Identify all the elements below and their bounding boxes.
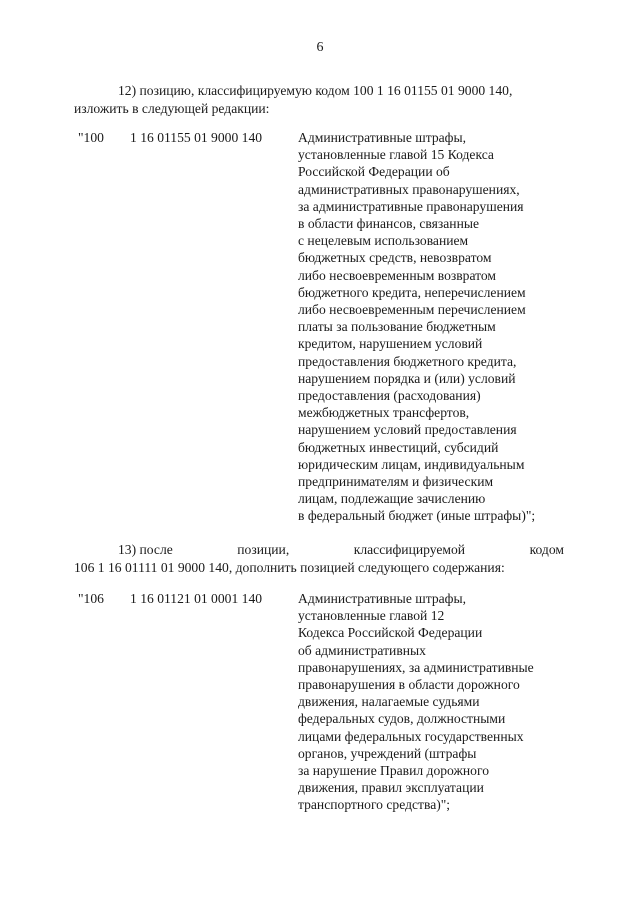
description-line: Административные штрафы,: [298, 130, 466, 145]
description-line: либо несвоевременным возвратом: [298, 267, 497, 283]
description-line: правонарушения в области дорожного: [298, 677, 520, 693]
description-line: либо несвоевременным перечислением: [298, 302, 526, 318]
item-13-prefix: "106: [78, 591, 104, 606]
description-line: юридическим лицам, индивидуальным: [298, 456, 525, 472]
description-line: бюджетного кредита, неперечислением: [298, 284, 526, 300]
description-line: установленные главой 15 Кодекса: [298, 147, 494, 163]
item-12-code: 1 16 01155 01 9000 140: [130, 130, 263, 145]
description-line: в области финансов, связанные: [298, 216, 480, 232]
intro-word: позиции,: [237, 542, 290, 557]
description-line: установленные главой 12: [298, 608, 445, 624]
description-line: лицами федеральных государственных: [298, 728, 524, 744]
item-13-intro-line-1: [74, 541, 564, 559]
description-line: предоставления (расходования): [298, 388, 481, 404]
description-line: органов, учреждений (штрафы: [298, 745, 477, 761]
item-12-intro-line-1: 12) позицию, классифицируемую кодом 100 1 16 01155 01 9000 140,: [118, 83, 513, 98]
description-line: транспортного средства)";: [298, 797, 451, 813]
description-line: межбюджетных трансфертов,: [298, 405, 470, 421]
intro-word: 13) после: [118, 542, 173, 557]
description-line: движения, налагаемые судьями: [298, 694, 480, 710]
description-line: нарушением условий предоставления: [298, 422, 517, 438]
description-line: федеральных судов, должностными: [298, 711, 506, 727]
description-line: об административных: [298, 642, 426, 658]
description-line: за нарушение Правил дорожного: [298, 763, 489, 779]
description-line: за административные правонарушения: [298, 198, 524, 214]
item-12-prefix: "100: [78, 130, 104, 145]
description-line: в федеральный бюджет (иные штрафы)";: [298, 508, 536, 524]
description-line: Административные штрафы,: [298, 591, 466, 606]
item-12-intro-line-2: изложить в следующей редакции:: [74, 101, 270, 116]
description-line: с нецелевым использованием: [298, 233, 469, 249]
page-number: 6: [316, 40, 324, 55]
item-13-code: 1 16 01121 01 0001 140: [130, 591, 263, 606]
description-line: Кодекса Российской Федерации: [298, 625, 483, 641]
description-line: движения, правил эксплуатации: [298, 780, 484, 796]
intro-word: классифицируемой: [353, 542, 466, 557]
description-line: предоставления бюджетного кредита,: [298, 353, 517, 369]
description-line: предпринимателям и физическим: [298, 474, 494, 490]
item-13-intro-line-2: 106 1 16 01111 01 9000 140, дополнить позицией следующего содержания:: [74, 560, 505, 575]
description-line: нарушением порядка и (или) условий: [298, 370, 516, 386]
item-13-intro: [74, 541, 564, 577]
description-line: бюджетных инвестиций, субсидий: [298, 439, 499, 455]
description-line: Российской Федерации об: [298, 164, 450, 180]
intro-word: кодом: [529, 542, 564, 557]
description-line: бюджетных средств, невозвратом: [298, 250, 492, 266]
description-line: правонарушениях, за административные: [298, 659, 534, 675]
description-line: кредитом, нарушением условий: [298, 336, 483, 352]
item-12-description: [298, 129, 578, 525]
description-line: административных правонарушениях,: [298, 181, 520, 197]
description-line: платы за пользование бюджетным: [298, 319, 496, 335]
item-13-description: [298, 590, 578, 814]
item-12-intro: [74, 82, 564, 118]
description-line: лицам, подлежащие зачислению: [298, 491, 486, 507]
